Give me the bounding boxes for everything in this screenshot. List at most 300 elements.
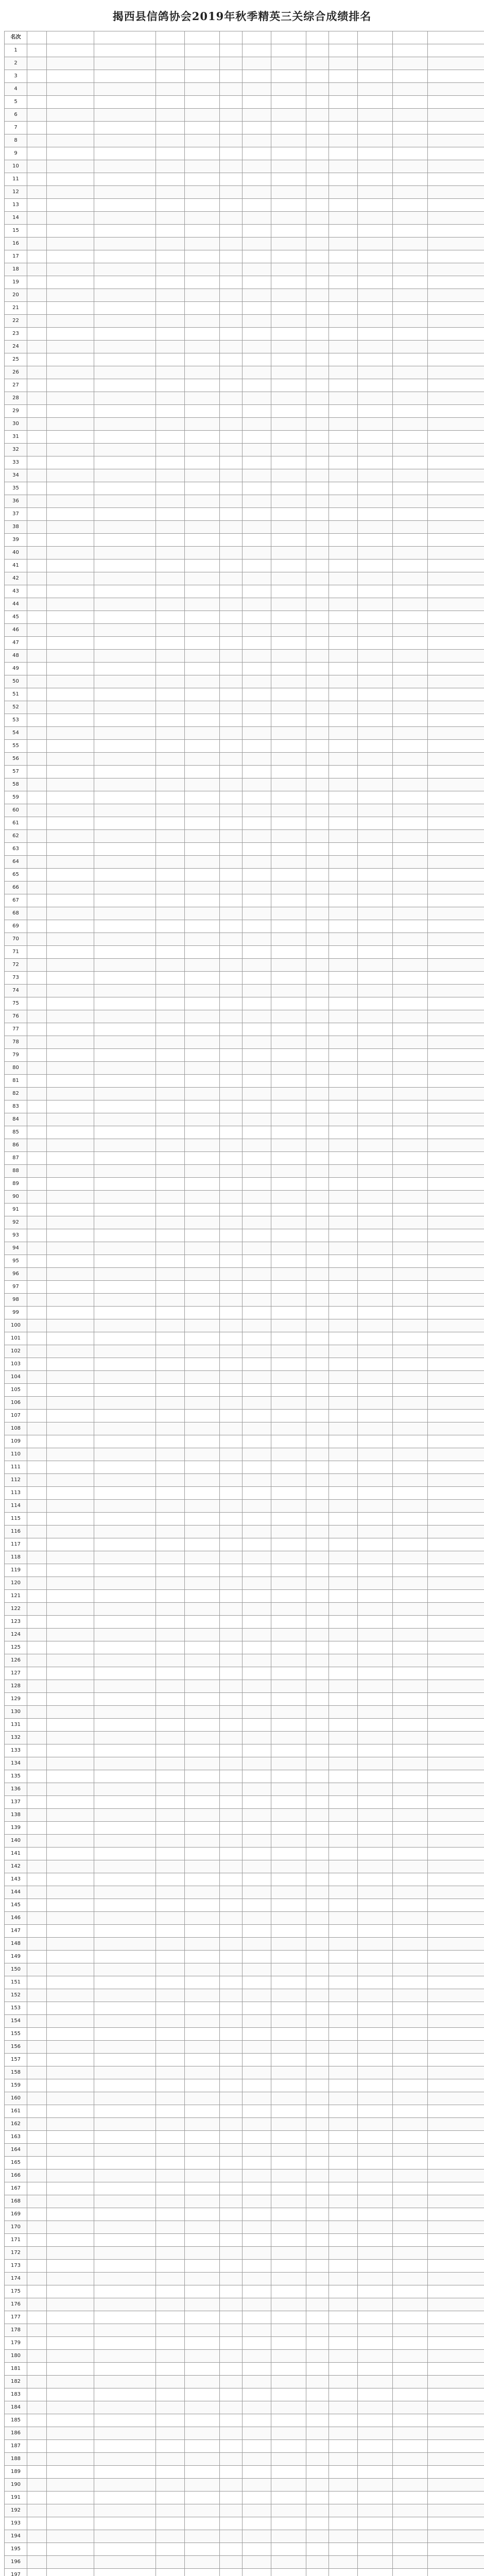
table-cell: 137 [5, 1796, 27, 1809]
table-cell [156, 572, 185, 585]
table-cell [271, 637, 306, 650]
table-cell [428, 1989, 484, 2002]
table-row [5, 1526, 484, 1538]
table-cell [94, 1719, 156, 1732]
table-cell [306, 1641, 329, 1654]
table-cell [306, 1255, 329, 1268]
table-cell [220, 1732, 243, 1744]
table-cell [393, 2311, 428, 2324]
table-cell [243, 778, 271, 791]
table-row [5, 2273, 484, 2285]
table-cell [47, 444, 94, 456]
table-cell [358, 766, 393, 778]
table-cell [243, 753, 271, 766]
table-cell [94, 199, 156, 212]
table-row [5, 2388, 484, 2401]
table-cell [185, 804, 220, 817]
table-cell [156, 405, 185, 418]
table-cell [94, 2273, 156, 2285]
table-cell [306, 2363, 329, 2376]
table-cell [358, 1410, 393, 1422]
table-cell [27, 1989, 47, 2002]
table-row [5, 2440, 484, 2453]
table-cell [156, 2530, 185, 2543]
table-cell [393, 1422, 428, 1435]
table-cell [358, 1268, 393, 1281]
table-cell [47, 1744, 94, 1757]
table-cell [156, 2543, 185, 2556]
table-cell: 176 [5, 2298, 27, 2311]
table-cell [94, 495, 156, 508]
table-cell [306, 2479, 329, 2492]
table-cell [428, 650, 484, 663]
table-cell [358, 1706, 393, 1719]
table-cell [47, 1319, 94, 1332]
table-row [5, 1732, 484, 1744]
table-cell [156, 753, 185, 766]
table-cell [47, 585, 94, 598]
table-cell: 110 [5, 1448, 27, 1461]
table-cell [185, 2157, 220, 2170]
table-cell [329, 2440, 358, 2453]
table-cell: 134 [5, 1757, 27, 1770]
table-cell [94, 882, 156, 894]
table-cell [358, 1603, 393, 1616]
table-cell [243, 2350, 271, 2363]
table-cell [393, 1654, 428, 1667]
table-cell [271, 1654, 306, 1667]
table-row [5, 1860, 484, 1873]
table-cell [243, 1332, 271, 1345]
table-cell [271, 173, 306, 186]
table-cell: 47 [5, 637, 27, 650]
table-cell [185, 1938, 220, 1951]
table-cell [156, 482, 185, 495]
table-cell [329, 1165, 358, 1178]
table-row [5, 2028, 484, 2041]
table-cell [185, 959, 220, 972]
table-cell [27, 405, 47, 418]
table-row [5, 1384, 484, 1397]
table-cell [27, 1255, 47, 1268]
table-cell [329, 2556, 358, 2569]
table-cell [428, 1938, 484, 1951]
table-cell [306, 2182, 329, 2195]
table-cell: 197 [5, 2569, 27, 2576]
table-cell [94, 2105, 156, 2118]
table-cell [329, 482, 358, 495]
table-cell [271, 1345, 306, 1358]
column-header [27, 31, 47, 44]
table-cell [185, 2517, 220, 2530]
table-cell [156, 2285, 185, 2298]
table-cell [358, 1075, 393, 1088]
table-cell [358, 263, 393, 276]
table-cell [156, 1706, 185, 1719]
table-cell [243, 2388, 271, 2401]
table-cell [156, 328, 185, 341]
table-cell [156, 1255, 185, 1268]
table-cell [94, 740, 156, 753]
table-cell [329, 1229, 358, 1242]
table-row [5, 1358, 484, 1371]
table-cell [306, 1474, 329, 1487]
table-cell [27, 650, 47, 663]
table-cell [94, 2028, 156, 2041]
table-cell [243, 547, 271, 560]
table-cell: 90 [5, 1191, 27, 1204]
table-cell [243, 907, 271, 920]
table-cell [428, 2504, 484, 2517]
table-cell [27, 2376, 47, 2388]
table-cell [185, 2492, 220, 2504]
table-cell [393, 328, 428, 341]
table-cell [27, 2066, 47, 2079]
table-cell [358, 637, 393, 650]
table-cell [94, 1732, 156, 1744]
table-cell [329, 456, 358, 469]
table-cell [329, 701, 358, 714]
table-cell [306, 560, 329, 572]
table-cell [27, 2479, 47, 2492]
table-cell [358, 2440, 393, 2453]
table-cell [271, 1448, 306, 1461]
table-cell [306, 444, 329, 456]
table-cell [306, 2401, 329, 2414]
table-cell [220, 2414, 243, 2427]
table-cell [220, 1345, 243, 1358]
table-cell [329, 1294, 358, 1307]
table-cell [329, 1822, 358, 1835]
table-cell: 60 [5, 804, 27, 817]
table-cell [47, 2234, 94, 2247]
table-cell [428, 341, 484, 353]
table-cell [393, 1371, 428, 1384]
table-cell [27, 366, 47, 379]
table-row [5, 495, 484, 508]
table-row [5, 1461, 484, 1474]
table-cell [220, 2170, 243, 2182]
table-cell [220, 2079, 243, 2092]
table-cell [428, 2350, 484, 2363]
table-cell [306, 57, 329, 70]
table-cell [27, 959, 47, 972]
table-cell [428, 1165, 484, 1178]
table-cell [428, 2041, 484, 2054]
table-cell [358, 701, 393, 714]
table-cell [156, 2453, 185, 2466]
table-cell [220, 1706, 243, 1719]
table-cell [47, 1088, 94, 1100]
table-cell [94, 263, 156, 276]
table-cell [47, 1513, 94, 1526]
table-cell [329, 1564, 358, 1577]
table-cell [243, 1719, 271, 1732]
table-cell [306, 289, 329, 302]
table-cell [156, 2414, 185, 2427]
table-cell [393, 933, 428, 946]
table-cell [393, 1152, 428, 1165]
table-cell [271, 1538, 306, 1551]
table-cell [428, 791, 484, 804]
table-cell [329, 2247, 358, 2260]
table-cell [243, 2157, 271, 2170]
table-cell [271, 560, 306, 572]
table-cell [243, 624, 271, 637]
table-cell [156, 1397, 185, 1410]
table-cell [185, 1951, 220, 1963]
table-cell [428, 1757, 484, 1770]
table-cell [47, 2569, 94, 2576]
table-cell [358, 2208, 393, 2221]
table-cell [156, 650, 185, 663]
table-cell [428, 1410, 484, 1422]
table-cell: 37 [5, 508, 27, 521]
table-cell [358, 1500, 393, 1513]
table-cell [428, 1010, 484, 1023]
table-cell [94, 1757, 156, 1770]
table-cell [329, 2479, 358, 2492]
table-cell [393, 2324, 428, 2337]
table-cell [156, 2234, 185, 2247]
table-cell [329, 212, 358, 225]
table-cell [329, 341, 358, 353]
table-cell: 74 [5, 985, 27, 997]
table-cell [220, 2569, 243, 2576]
table-cell [243, 1603, 271, 1616]
table-cell [47, 508, 94, 521]
table-cell [243, 2221, 271, 2234]
table-cell [27, 1474, 47, 1487]
table-cell [47, 70, 94, 83]
table-cell [185, 1113, 220, 1126]
table-row [5, 2195, 484, 2208]
table-cell: 13 [5, 199, 27, 212]
table-cell [271, 2517, 306, 2530]
table-cell [393, 650, 428, 663]
table-cell [243, 701, 271, 714]
table-cell [306, 1783, 329, 1796]
table-cell [185, 1989, 220, 2002]
table-cell [27, 2273, 47, 2285]
table-cell [156, 2273, 185, 2285]
table-cell [220, 1461, 243, 1474]
table-cell [358, 1152, 393, 1165]
table-cell [27, 2105, 47, 2118]
table-cell [358, 1783, 393, 1796]
table-cell [329, 585, 358, 598]
table-cell [185, 495, 220, 508]
table-cell [185, 2054, 220, 2066]
table-cell [220, 1938, 243, 1951]
table-row [5, 1113, 484, 1126]
table-cell [329, 1860, 358, 1873]
table-cell [220, 843, 243, 856]
table-row [5, 1629, 484, 1641]
table-cell [271, 289, 306, 302]
table-cell [47, 122, 94, 134]
table-cell: 147 [5, 1925, 27, 1938]
table-cell [306, 1693, 329, 1706]
table-cell [185, 2131, 220, 2144]
table-cell [428, 2363, 484, 2376]
table-cell [47, 1680, 94, 1693]
table-cell [185, 1191, 220, 1204]
table-cell [47, 2247, 94, 2260]
table-cell [306, 1126, 329, 1139]
table-cell [243, 1989, 271, 2002]
table-cell [47, 2376, 94, 2388]
table-cell [243, 1307, 271, 1319]
table-cell [271, 740, 306, 753]
table-cell [94, 1860, 156, 1873]
table-cell [428, 547, 484, 560]
table-cell [393, 1345, 428, 1358]
table-cell [329, 637, 358, 650]
table-row [5, 2105, 484, 2118]
table-cell [156, 2337, 185, 2350]
table-cell [156, 2157, 185, 2170]
table-cell [185, 740, 220, 753]
table-cell [329, 1216, 358, 1229]
table-row [5, 959, 484, 972]
table-cell [27, 1873, 47, 1886]
table-cell: 45 [5, 611, 27, 624]
table-cell [329, 44, 358, 57]
table-cell [47, 1010, 94, 1023]
table-cell [329, 2182, 358, 2195]
table-cell [47, 2079, 94, 2092]
table-cell [306, 869, 329, 882]
table-cell [358, 2092, 393, 2105]
table-cell: 104 [5, 1371, 27, 1384]
table-cell [156, 2466, 185, 2479]
table-cell [47, 933, 94, 946]
table-row [5, 1757, 484, 1770]
table-cell [27, 817, 47, 830]
table-cell [47, 804, 94, 817]
table-cell [243, 1384, 271, 1397]
table-cell [271, 2556, 306, 2569]
table-cell [220, 1564, 243, 1577]
table-cell [185, 714, 220, 727]
table-cell [393, 1216, 428, 1229]
table-cell [271, 894, 306, 907]
table-cell: 117 [5, 1538, 27, 1551]
table-cell [428, 134, 484, 147]
table-cell [428, 482, 484, 495]
table-cell [243, 2543, 271, 2556]
table-cell [271, 572, 306, 585]
table-cell [306, 1667, 329, 1680]
table-cell [271, 753, 306, 766]
table-header [5, 31, 484, 44]
table-cell [27, 1860, 47, 1873]
table-cell [243, 1822, 271, 1835]
table-cell [306, 1835, 329, 1848]
table-cell [358, 1641, 393, 1654]
table-cell [243, 2066, 271, 2079]
table-cell [220, 1371, 243, 1384]
table-cell [243, 2337, 271, 2350]
table-cell [271, 444, 306, 456]
table-cell: 95 [5, 1255, 27, 1268]
table-cell [94, 894, 156, 907]
table-cell [393, 714, 428, 727]
table-cell [220, 650, 243, 663]
table-cell [329, 2028, 358, 2041]
table-cell [27, 1268, 47, 1281]
table-cell: 56 [5, 753, 27, 766]
table-row [5, 2234, 484, 2247]
table-cell [94, 315, 156, 328]
table-cell [329, 1963, 358, 1976]
table-cell [220, 1422, 243, 1435]
table-cell [185, 1526, 220, 1538]
table-cell [306, 572, 329, 585]
table-row [5, 250, 484, 263]
table-cell [358, 1461, 393, 1474]
table-cell [27, 1036, 47, 1049]
table-cell [94, 1989, 156, 2002]
table-cell [94, 2079, 156, 2092]
table-cell [358, 250, 393, 263]
table-cell [329, 1538, 358, 1551]
table-cell [47, 663, 94, 675]
table-cell [243, 2015, 271, 2028]
table-row [5, 379, 484, 392]
table-cell [220, 882, 243, 894]
table-cell [47, 637, 94, 650]
table-cell [393, 1848, 428, 1860]
table-cell [220, 2324, 243, 2337]
table-cell [220, 1693, 243, 1706]
table-cell [27, 2285, 47, 2298]
table-cell [358, 1422, 393, 1435]
table-cell [27, 431, 47, 444]
table-cell [220, 1191, 243, 1204]
table-cell [47, 2440, 94, 2453]
table-cell: 2 [5, 57, 27, 70]
table-cell [243, 1796, 271, 1809]
table-cell [220, 96, 243, 109]
table-cell [220, 2543, 243, 2556]
table-cell [306, 1989, 329, 2002]
table-cell [243, 2079, 271, 2092]
table-cell [156, 1822, 185, 1835]
table-cell: 193 [5, 2517, 27, 2530]
table-cell: 191 [5, 2492, 27, 2504]
table-cell [329, 2298, 358, 2311]
table-cell [47, 2157, 94, 2170]
table-cell [329, 1899, 358, 1912]
table-cell: 55 [5, 740, 27, 753]
table-cell [243, 1925, 271, 1938]
table-cell: 124 [5, 1629, 27, 1641]
table-cell [428, 701, 484, 714]
table-cell [156, 508, 185, 521]
table-cell [94, 2414, 156, 2427]
table-cell [220, 1268, 243, 1281]
table-cell [47, 57, 94, 70]
table-cell [27, 1216, 47, 1229]
table-cell [47, 1075, 94, 1088]
table-cell [27, 2118, 47, 2131]
table-cell [306, 2504, 329, 2517]
table-cell [243, 2530, 271, 2543]
table-cell [271, 920, 306, 933]
table-cell [393, 2221, 428, 2234]
